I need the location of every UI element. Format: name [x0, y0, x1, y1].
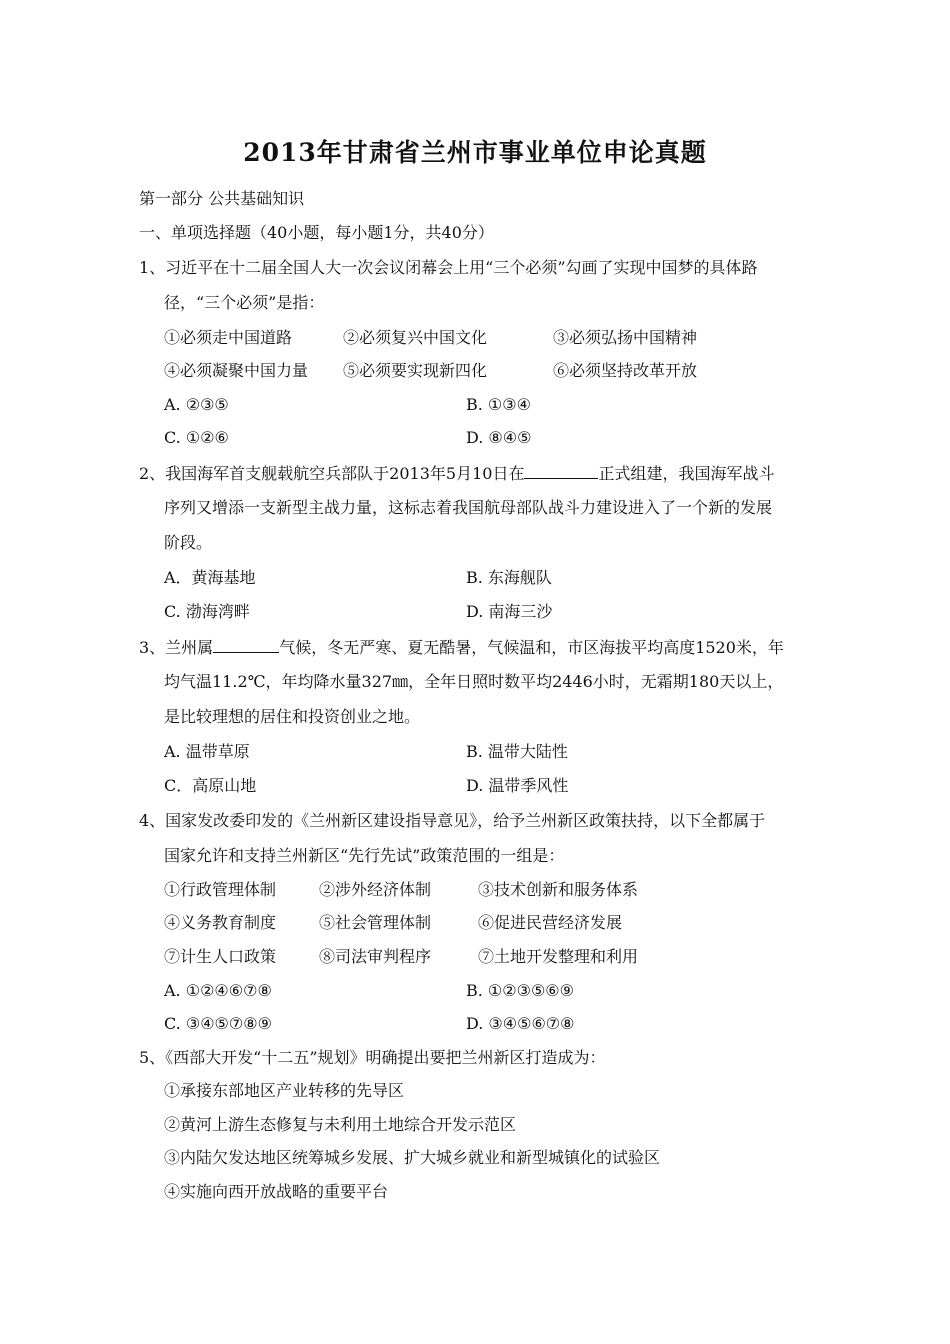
q4-item: ③技术创新和服务体系 — [478, 880, 639, 899]
q2-option-b: B. 东海舰队 — [466, 568, 552, 587]
q1-option-a: A. ②③⑤ — [164, 395, 229, 414]
q3-option-a: A. 温带草原 — [164, 742, 250, 761]
q4-item: ①行政管理体制 — [164, 880, 277, 899]
q5-item: ④实施向西开放战略的重要平台 — [164, 1182, 389, 1201]
section-heading: 一、单项选择题（40小题，每小题1分，共40分） — [139, 223, 494, 242]
q5-item: ②黄河上游生态修复与未利用土地综合开发示范区 — [164, 1115, 517, 1134]
q2-stem-line-2: 序列又增添一支新型主战力量，这标志着我国航母部队战斗力建设进入了一个新的发展 — [164, 498, 773, 517]
q4-item: ⑦土地开发整理和利用 — [478, 947, 639, 966]
q4-option-b: B. ①②③⑤⑥⑨ — [466, 981, 574, 1000]
q2-stem-text-a: 2、我国海军首支舰载航空兵部队于2013年5月10日在 — [139, 464, 525, 483]
q4-item: ②涉外经济体制 — [319, 880, 432, 899]
q1-item: ⑥必须坚持改革开放 — [553, 361, 698, 380]
q1-item: ③必须弘扬中国精神 — [553, 328, 698, 347]
answer-blank — [524, 462, 598, 479]
q1-option-c: C. ①②⑥ — [164, 428, 229, 447]
q3-stem-text-b: 气候，冬无严寒、夏无酷暑，气候温和，市区海拔平均高度1520米，年 — [279, 638, 784, 657]
q1-option-b: B. ①③④ — [466, 395, 531, 414]
q3-option-c: C．高原山地 — [164, 776, 257, 795]
q1-stem-line-2: 径，“三个必须”是指： — [164, 293, 325, 312]
q2-stem-text-b: 正式组建，我国海军战斗 — [598, 464, 775, 483]
q2-option-c: C. 渤海湾畔 — [164, 602, 250, 621]
q4-option-c: C. ③④⑤⑦⑧⑨ — [164, 1014, 272, 1033]
q3-stem-text-a: 3、兰州属 — [139, 638, 214, 657]
q1-option-d: D. ⑧④⑤ — [466, 428, 532, 447]
q1-item: ①必须走中国道路 — [164, 328, 293, 347]
q3-stem-line-3: 是比较理想的居住和投资创业之地。 — [164, 707, 421, 726]
q3-option-b: B. 温带大陆性 — [466, 742, 568, 761]
q1-stem-line-1: 1、习近平在十二届全国人大一次会议闭幕会上用“三个必须”勾画了实现中国梦的具体路 — [139, 258, 758, 277]
q5-stem-line-1: 5、《西部大开发“十二五”规划》明确提出要把兰州新区打造成为： — [139, 1048, 606, 1067]
q2-option-a: A．黄海基地 — [164, 568, 256, 587]
q2-stem-line-3: 阶段。 — [164, 533, 213, 552]
q4-option-d: D. ③④⑤⑥⑦⑧ — [466, 1014, 575, 1033]
q4-item: ⑤社会管理体制 — [319, 913, 432, 932]
q1-item: ②必须复兴中国文化 — [343, 328, 488, 347]
q5-item: ③内陆欠发达地区统筹城乡发展、扩大城乡就业和新型城镇化的试验区 — [164, 1148, 661, 1167]
q4-stem-line-2: 国家允许和支持兰州新区“先行先试”政策范围的一组是： — [164, 846, 565, 865]
q2-stem-line-1 — [139, 462, 774, 485]
q4-item: ⑥促进民营经济发展 — [478, 913, 623, 932]
q4-item: ⑧司法审判程序 — [319, 947, 432, 966]
q1-item: ⑤必须要实现新四化 — [343, 361, 488, 380]
part-heading: 第一部分 公共基础知识 — [139, 189, 305, 208]
q4-stem-line-1: 4、国家发改委印发的《兰州新区建设指导意见》，给予兰州新区政策扶持，以下全都属于 — [139, 811, 766, 830]
q4-item: ④义务教育制度 — [164, 913, 277, 932]
q5-item: ①承接东部地区产业转移的先导区 — [164, 1081, 405, 1100]
answer-blank — [213, 636, 279, 653]
q3-option-d: D. 温带季风性 — [466, 776, 569, 795]
q1-item: ④必须凝聚中国力量 — [164, 361, 309, 380]
q3-stem-line-2: 均气温11.2℃，年均降水量327㎜，全年日照时数平均2446小时，无霜期180天以上， — [164, 672, 784, 691]
q3-stem-line-1 — [139, 636, 784, 659]
q2-option-d: D. 南海三沙 — [466, 602, 553, 621]
q4-option-a: A. ①②④⑥⑦⑧ — [164, 981, 272, 1000]
document-title: 2013年甘肃省兰州市事业单位申论真题 — [243, 138, 707, 167]
q4-item: ⑦计生人口政策 — [164, 947, 277, 966]
